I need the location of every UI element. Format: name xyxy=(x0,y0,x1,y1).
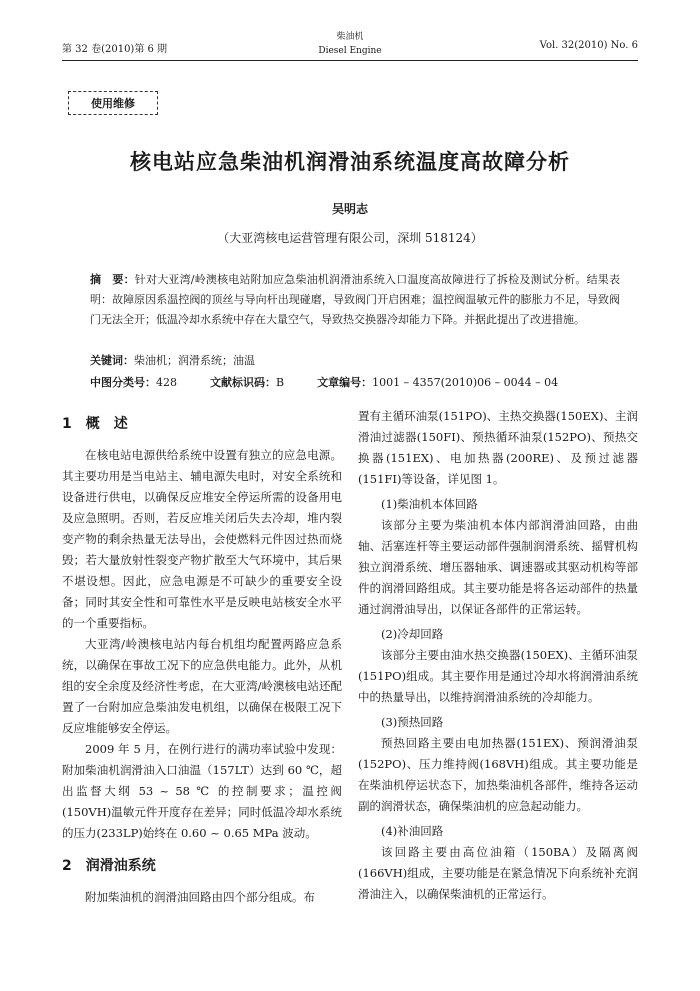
paragraph: 该回路主要由高位油箱（150BA）及隔离阀(166VH)组成，主要功能是在紧急情况下向系统补充润滑油注入，以确保柴油机的正常运行。 xyxy=(358,845,638,901)
journal-volume-en: Vol. 32(2010) No. 6 xyxy=(539,40,638,51)
left-column xyxy=(62,406,342,908)
article-no-label: 文章编号： xyxy=(317,376,373,389)
subsection-heading: (3)预热回路 xyxy=(381,715,444,729)
section-tag: 使用维修 xyxy=(68,91,158,115)
abstract xyxy=(90,270,620,330)
paragraph: 置有主循环油泵(151PO)、主热交换器(150EX)、主润滑油过滤器(150FI)、预热循环油泵(152PO)、预热交换器(151EX)、电加热器(200RE)、及预过滤器(151FI)等设备，详见图 1。 xyxy=(358,409,638,486)
doc-code-value: B xyxy=(276,376,285,389)
paragraph: 该部分主要为柴油机本体内部润滑油回路，由曲轴、活塞连杆等主要运动部件强制润滑系统、摇臂机构独立润滑系统、增压器轴承、调速器或其驱动机构等部件的润滑回路组成。其主要功能是将各运动部件的热量通过润滑油导出，以保证各部件的正常运转。 xyxy=(358,518,638,616)
abstract-text: 针对大亚湾/岭澳核电站附加应急柴油机润滑油系统入口温度高故障进行了拆检及测试分析。结果表明：故障原因系温控阀的顶丝与导向杆出现碰磨，导致阀门开启困难；温控阀温敏元件的膨胀力不足，导致阀门无法全开；低温冷却水系统中存在大量空气，导致热交换器冷却能力下降。并据此提出了改进措施。 xyxy=(90,273,621,326)
abstract-label: 摘 要： xyxy=(90,273,135,286)
right-column xyxy=(358,406,638,905)
header-rule xyxy=(62,60,638,61)
subsection-heading: (4)补油回路 xyxy=(381,824,444,838)
paper-title: 核电站应急柴油机润滑油系统温度高故障分析 xyxy=(130,150,570,174)
classification-line xyxy=(90,374,620,390)
subsection-heading: (2)冷却回路 xyxy=(381,627,444,641)
author: 吴明志 xyxy=(331,202,368,216)
clc-label: 中图分类号： xyxy=(90,376,156,389)
paragraph: 该部分主要由油水热交换器(150EX)、主循环油泵(151PO)组成。其主要作用是通过冷却水将润滑油系统中的热量导出，以维持润滑油系统的冷却能力。 xyxy=(358,648,638,704)
paragraph: 附加柴油机的润滑油回路由四个部分组成。布 xyxy=(85,890,315,904)
paragraph: 在核电站电源供给系统中设置有独立的应急电源。其主要功用是当电站主、辅电源失电时，对安全系统和设备进行供电，以确保反应堆安全停运所需的设备用电及应急照明。否则，若反应堆关闭后失去冷却，堆内裂变产物的剩余热量无法导出，会使燃料元件因过热而烧毁；若大量放射性裂变产物扩散至大气环境中，其后果不堪设想。因此，应急电源是不可缺少的重要安全设备；同时其安全性和可靠性水平是反映电站核安全水平的一个重要指标。 xyxy=(62,448,342,630)
keywords xyxy=(90,352,620,368)
section-1-heading: 1 概 述 xyxy=(62,416,128,432)
article-no-value: 1001 – 4357(2010)06 – 0044 – 04 xyxy=(372,376,559,389)
paragraph: 2009 年 5 月，在例行进行的满功率试验中发现：附加柴油机润滑油入口油温（157LT）达到 60 ℃，超出监督大纲 53 ~ 58 ℃ 的控制要求；温控阀(150VH)温敏元件开度存在差异；同时低温冷却水系统的压力(233LP)始终在 0.60 ~ 0.65 MPa 波动。 xyxy=(62,742,342,840)
keywords-text: 柴油机；润滑系统；油温 xyxy=(134,354,255,367)
journal-volume: 第 32 卷(2010)第 6 期 xyxy=(62,44,168,55)
affiliation: （大亚湾核电运营管理有限公司，深圳 518124） xyxy=(217,231,483,245)
journal-name-en: Diesel Engine xyxy=(318,46,382,56)
journal-name-cn: 柴油机 xyxy=(336,32,364,42)
doc-code-label: 文献标识码： xyxy=(210,376,276,389)
section-2-heading: 2 润滑油系统 xyxy=(62,858,156,874)
paragraph: 预热回路主要由电加热器(151EX)、预润滑油泵(152PO)、压力维持阀(168VH)组成。其主要功能是在柴油机停运状态下，加热柴油机各部件，维持各运动副的润滑状态，确保柴油机的应急起动能力。 xyxy=(358,736,638,813)
paragraph: 大亚湾/岭澳核电站内每台机组均配置两路应急系统，以确保在事故工况下的应急供电能力。此外，从机组的安全余度及经济性考虑，在大亚湾/岭澳核电站还配置了一台附加应急柴油发电机组，以确保在极限工况下反应堆能够安全停运。 xyxy=(62,637,342,735)
subsection-heading: (1)柴油机本体回路 xyxy=(381,497,478,511)
keywords-label: 关键词： xyxy=(90,354,134,367)
journal-name xyxy=(300,30,400,58)
clc-value: 428 xyxy=(156,376,177,389)
